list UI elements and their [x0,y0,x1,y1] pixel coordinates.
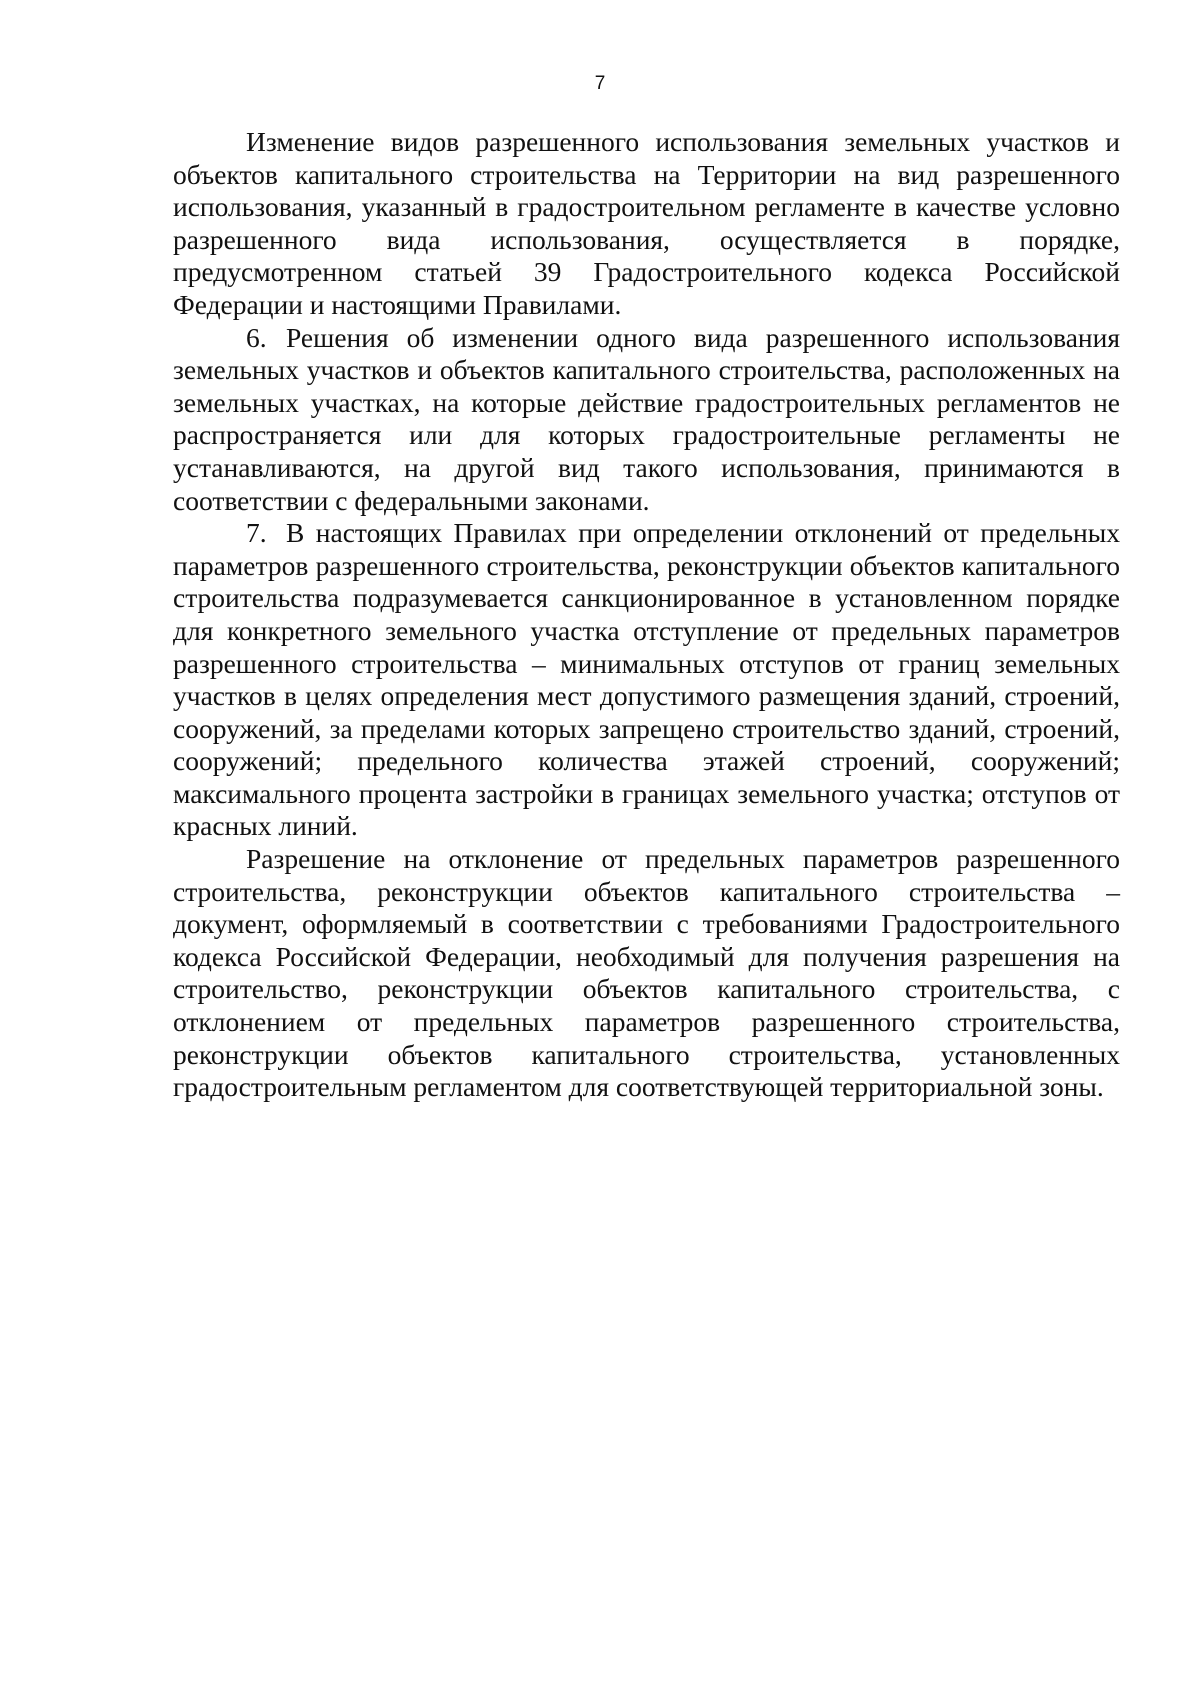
paragraph-text: Решения об изменении одного вида разрешенного использования земельных участков и объектов капитального строительства, расположенных на земельных участках, на которые действие градостроительных регламентов не распространяется или для которых градостроительные регламенты не устанавливаются, на другой вид такого использования, принимаются в соответствии с федеральными законами. [173,321,1120,516]
paragraph-number: 6. [246,321,267,353]
paragraph-text: В настоящих Правилах при определении отклонений от предельных параметров разрешенного строительства, реконструкции объектов капитального строительства подразумевается санкционированное в установленном порядке для конкретного земельного участка отступление от предельных параметров разрешенного строительства – минимальных отступов от границ земельных участков в целях определения мест допустимого размещения зданий, строений, сооружений, за пределами которых запрещено строительство зданий, строений, сооружений; предельного количества этажей строений, сооружений; максимального процента застройки в границах земельного участка; отступов от красных линий. [173,517,1120,842]
paragraph-7 [173,517,1120,843]
paragraph-6 [173,322,1120,518]
paragraph-number: 7. [246,517,267,549]
document-body [173,126,1120,1104]
page-number: 7 [594,73,606,94]
paragraph-text: Разрешение на отклонение от предельных параметров разрешенного строительства, реконструкции объектов капитального строительства – документ, оформляемый в соответствии с требованиями Градостроительного кодекса Российской Федерации, необходимый для получения разрешения на строительство, реконструкции объектов капитального строительства, с отклонением от предельных параметров разрешенного строительства, реконструкции объектов капитального строительства, установленных градостроительным регламентом для соответствующей территориальной зоны. [173,843,1120,1103]
paragraph-deviation-permit [173,843,1120,1104]
paragraph-land-use-change [173,126,1120,322]
paragraph-text: Изменение видов разрешенного использования земельных участков и объектов капитального строительства на Территории на вид разрешенного использования, указанный в градостроительном регламенте в качестве условно разрешенного вида использования, осуществляется в порядке, предусмотренном статьей 39 Градостроительного кодекса Российской Федерации и настоящими Правилами. [173,126,1120,320]
